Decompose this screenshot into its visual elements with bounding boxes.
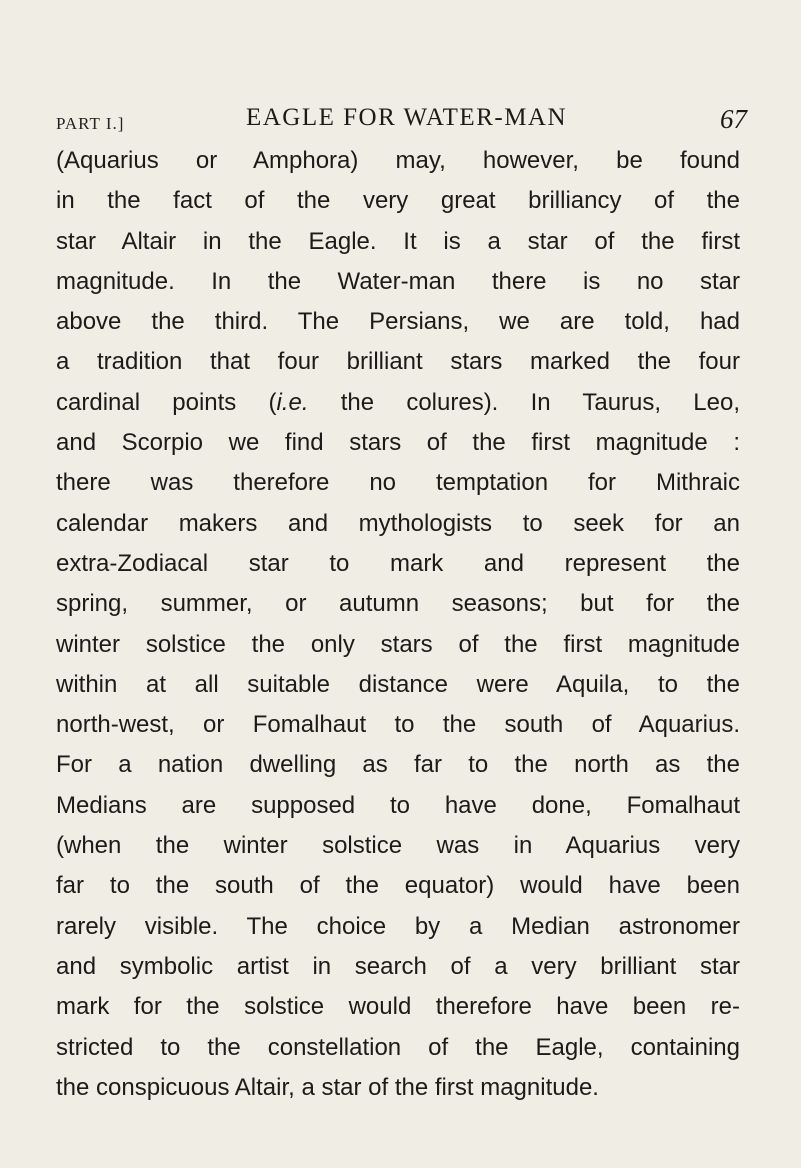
running-head <box>56 100 747 140</box>
text-line: above the third. The Persians, we are told, had <box>56 308 740 336</box>
text-line <box>56 383 740 423</box>
text-line: the conspicuous Altair, a star of the first magnitude. <box>56 1073 599 1101</box>
text-line: star Altair in the Eagle. It is a star of the first <box>56 227 740 255</box>
text-line: magnitude. In the Water-man there is no star <box>56 267 740 295</box>
text-line: spring, summer, or autumn seasons; but for the <box>56 590 740 618</box>
text-line: calendar makers and mythologists to seek for an <box>56 509 740 537</box>
text-line: mark for the solstice would therefore have been re- <box>56 993 740 1021</box>
text-line: within at all suitable distance were Aquila, to the <box>56 670 740 698</box>
body-text <box>56 141 740 1108</box>
text-line: winter solstice the only stars of the first magnitude <box>56 630 740 658</box>
text-line: stricted to the constellation of the Eagle, containing <box>56 1033 740 1061</box>
text-line: and Scorpio we find stars of the first magnitude : <box>56 429 740 457</box>
text-line-start: cardinal points ( <box>56 388 277 416</box>
text-line: Medians are supposed to have done, Fomalhaut <box>56 791 740 819</box>
text-line: and symbolic artist in search of a very brilliant star <box>56 952 740 980</box>
part-label: PART I.] <box>56 114 125 133</box>
text-line: For a nation dwelling as far to the north as the <box>56 751 740 779</box>
text-line: extra-Zodiacal star to mark and represent the <box>56 549 740 577</box>
text-line: (when the winter solstice was in Aquarius very <box>56 832 740 860</box>
text-line: a tradition that four brilliant stars marked the four <box>56 348 740 376</box>
text-line: north-west, or Fomalhaut to the south of Aquarius. <box>56 711 740 739</box>
text-line: in the fact of the very great brilliancy of the <box>56 187 740 215</box>
page-number: 67 <box>720 104 747 134</box>
text-line-end: the colures). In Taurus, Leo, <box>308 388 740 416</box>
text-line: rarely visible. The choice by a Median astronomer <box>56 912 740 940</box>
text-line: there was therefore no temptation for Mithraic <box>56 469 740 497</box>
text-line: far to the south of the equator) would have been <box>56 872 740 900</box>
italic-abbreviation: i.e. <box>276 388 309 416</box>
running-title: EAGLE FOR WATER-MAN <box>245 104 568 131</box>
text-line: (Aquarius or Amphora) may, however, be found <box>56 147 740 174</box>
